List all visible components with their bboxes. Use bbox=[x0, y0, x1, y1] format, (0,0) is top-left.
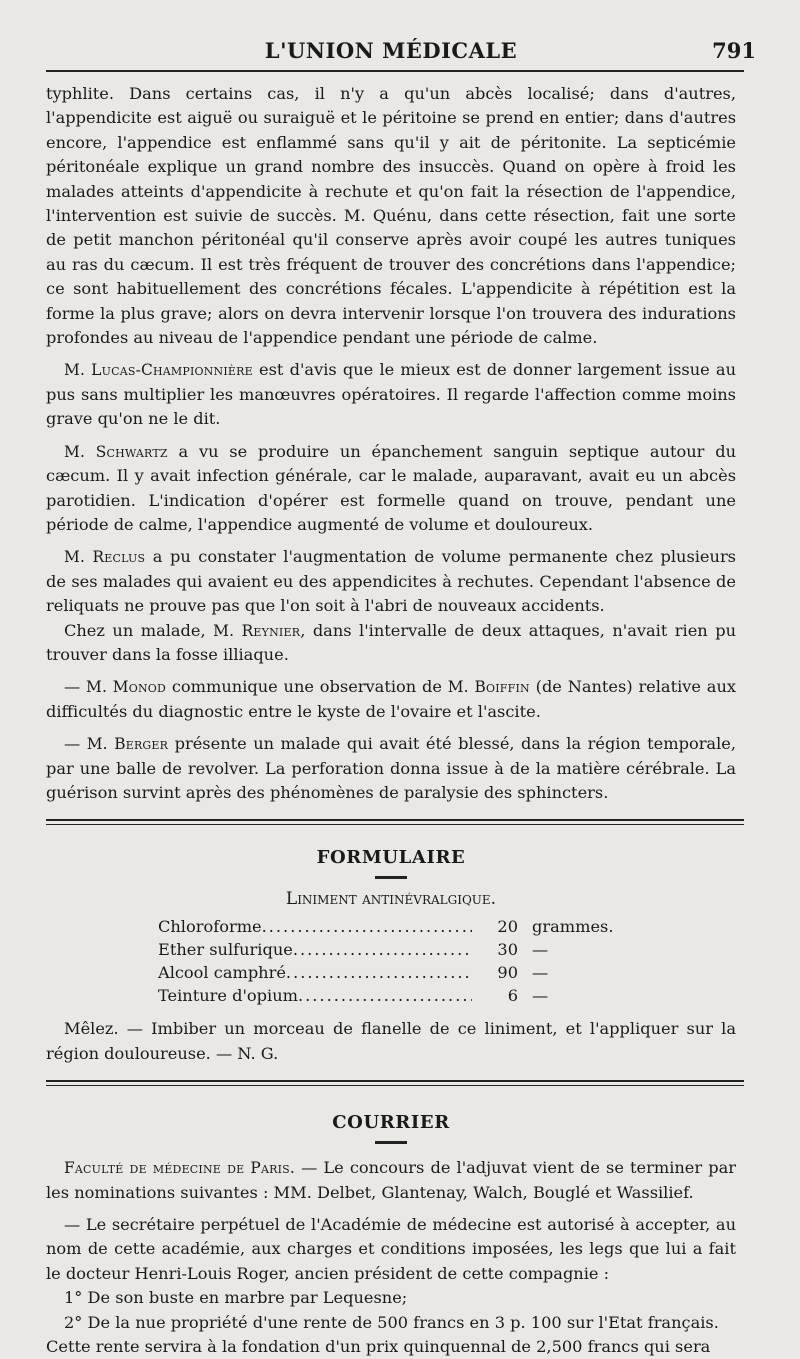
speaker-name: M. Monod bbox=[86, 678, 167, 697]
running-title: L'UNION MÉDICALE bbox=[264, 38, 518, 63]
paragraph-prize: Cette rente servira à la fondation d'un prix quinquennal de 2,500 francs qui sera bbox=[46, 1337, 711, 1357]
legacy-item-2: 2° De la nue propriété d'une rente de 500 francs en 3 p. 100 sur l'Etat français. bbox=[64, 1312, 719, 1332]
speaker-name: M. Reclus bbox=[64, 548, 146, 567]
recipe-ingredients bbox=[158, 915, 628, 1007]
paragraph-reclus: M. Reclus a pu constater l'augmentation de volume permanente chez plusieurs de ses malades qui avaient eu des appendicites à rechutes. Cependant l'absence de reliquats ne prouve pas que l'on soit à l'abri de nouveaux accidents. bbox=[46, 547, 736, 616]
recipe-title: Liniment antinévralgique. bbox=[285, 889, 497, 910]
formulaire-title: FORMULAIRE bbox=[316, 847, 466, 869]
page-number: 791 bbox=[712, 38, 756, 63]
paragraph-academie: — Le secrétaire perpétuel de l'Académie de médecine est autorisé à accepter, au nom de cette académie, aux charges et conditions imposées, les legs que lui a fait le docteur Henri-Louis Roger, ancien président de cette compagnie : bbox=[46, 1215, 736, 1283]
section-divider bbox=[46, 819, 744, 825]
section-divider bbox=[46, 1080, 744, 1086]
page-header bbox=[46, 36, 756, 70]
paragraph-monod: — M. Monod communique une observation de M. Boiffin (de Nantes) relative aux difficultés du diagnostic entre le kyste de l'ovaire et l'ascite. bbox=[46, 677, 736, 721]
ingredient-row: Teinture d'opium ..... 6 — bbox=[158, 984, 628, 1007]
speaker-name: M. Reynier bbox=[213, 621, 301, 640]
legacy-item-1: 1° De son buste en marbre par Lequesne; bbox=[64, 1288, 408, 1308]
paragraph-berger: — M. Berger présente un malade qui avait été blessé, dans la région temporale, par une balle de revolver. La perforation donna issue à de la matière cérébrale. La guérison survint après des phénomènes de paralysie des sphincters. bbox=[46, 734, 736, 802]
paragraph-lucas-championniere: M. Lucas-Championnière est d'avis que le mieux est de donner largement issue au pus sans multiplier les manœuvres opératoires. Il regarde l'affection comme moins grave qu'on ne le dit. bbox=[46, 360, 736, 429]
speaker-name: M. Schwartz bbox=[64, 442, 168, 461]
ingredient-row: Ether sulfurique ..... 30 — bbox=[158, 938, 628, 961]
paragraph-faculte: Faculté de médecine de Paris. — Le concours de l'adjuvat vient de se terminer par les nominations suivantes : MM. Delbet, Glantenay, Walch, Bouglé et Wassilief. bbox=[46, 1158, 736, 1202]
recipe-instructions: Mêlez. — Imbiber un morceau de flanelle de ce liniment, et l'appliquer sur la région douloureuse. — N. G. bbox=[46, 1019, 736, 1063]
ingredient-row: Alcool camphré ..... 90 — bbox=[158, 961, 628, 984]
title-rule bbox=[375, 876, 407, 879]
courrier-title: COURRIER bbox=[332, 1112, 450, 1134]
header-rule bbox=[46, 70, 744, 72]
ingredient-row: Chloroforme ..... 20 grammes. bbox=[158, 915, 628, 938]
speaker-name: M. Berger bbox=[86, 735, 169, 754]
paragraph-reynier: Chez un malade, M. Reynier, dans l'intervalle de deux attaques, n'avait rien pu trouver dans la fosse illiaque. bbox=[46, 620, 736, 664]
speaker-name: M. Lucas-Championnière bbox=[64, 361, 253, 380]
speaker-name: M. Boiffin bbox=[447, 678, 530, 697]
title-rule bbox=[375, 1141, 407, 1144]
paragraph-schwartz: M. Schwartz a vu se produire un épanchement sanguin septique autour du cæcum. Il y avait infection générale, car le malade, auparavant, avait eu un abcès parotidien. L'indication d'opérer est formelle quand on trouve, pendant une période de calme, l'appendice augmenté de volume et douloureux. bbox=[46, 441, 736, 534]
faculty-heading: Faculté de médecine de Paris. bbox=[64, 1159, 295, 1178]
paragraph-appendicitis: typhlite. Dans certains cas, il n'y a qu'un abcès localisé; dans d'autres, l'appendicite est aiguë ou suraiguë et le péritoine se prend en entier; dans d'autres encore, l'appendice est enflammé sans qu'il y ait de péritonite. La septicémie péritonéale explique un grand nombre des insuccès. Quand on opère à froid les malades atteints d'appendicite à rechute et qu'on fait la résection de l'appendice, l'intervention est suivie de succès. M. Quénu, dans cette résection, fait une sorte de petit manchon péritonéal qu'il conserve après avoir coupé les autres tuniques au ras du cæcum. Il est très fréquent de trouver des concrétions dans l'appendice; ce sont habituellement des concrétions fécales. L'appendicite à répétition est la forme la plus grave; alors on devra intervenir lorsque l'on trouvera des indurations profondes au niveau de l'appendice pendant une période de calme. bbox=[46, 84, 736, 348]
